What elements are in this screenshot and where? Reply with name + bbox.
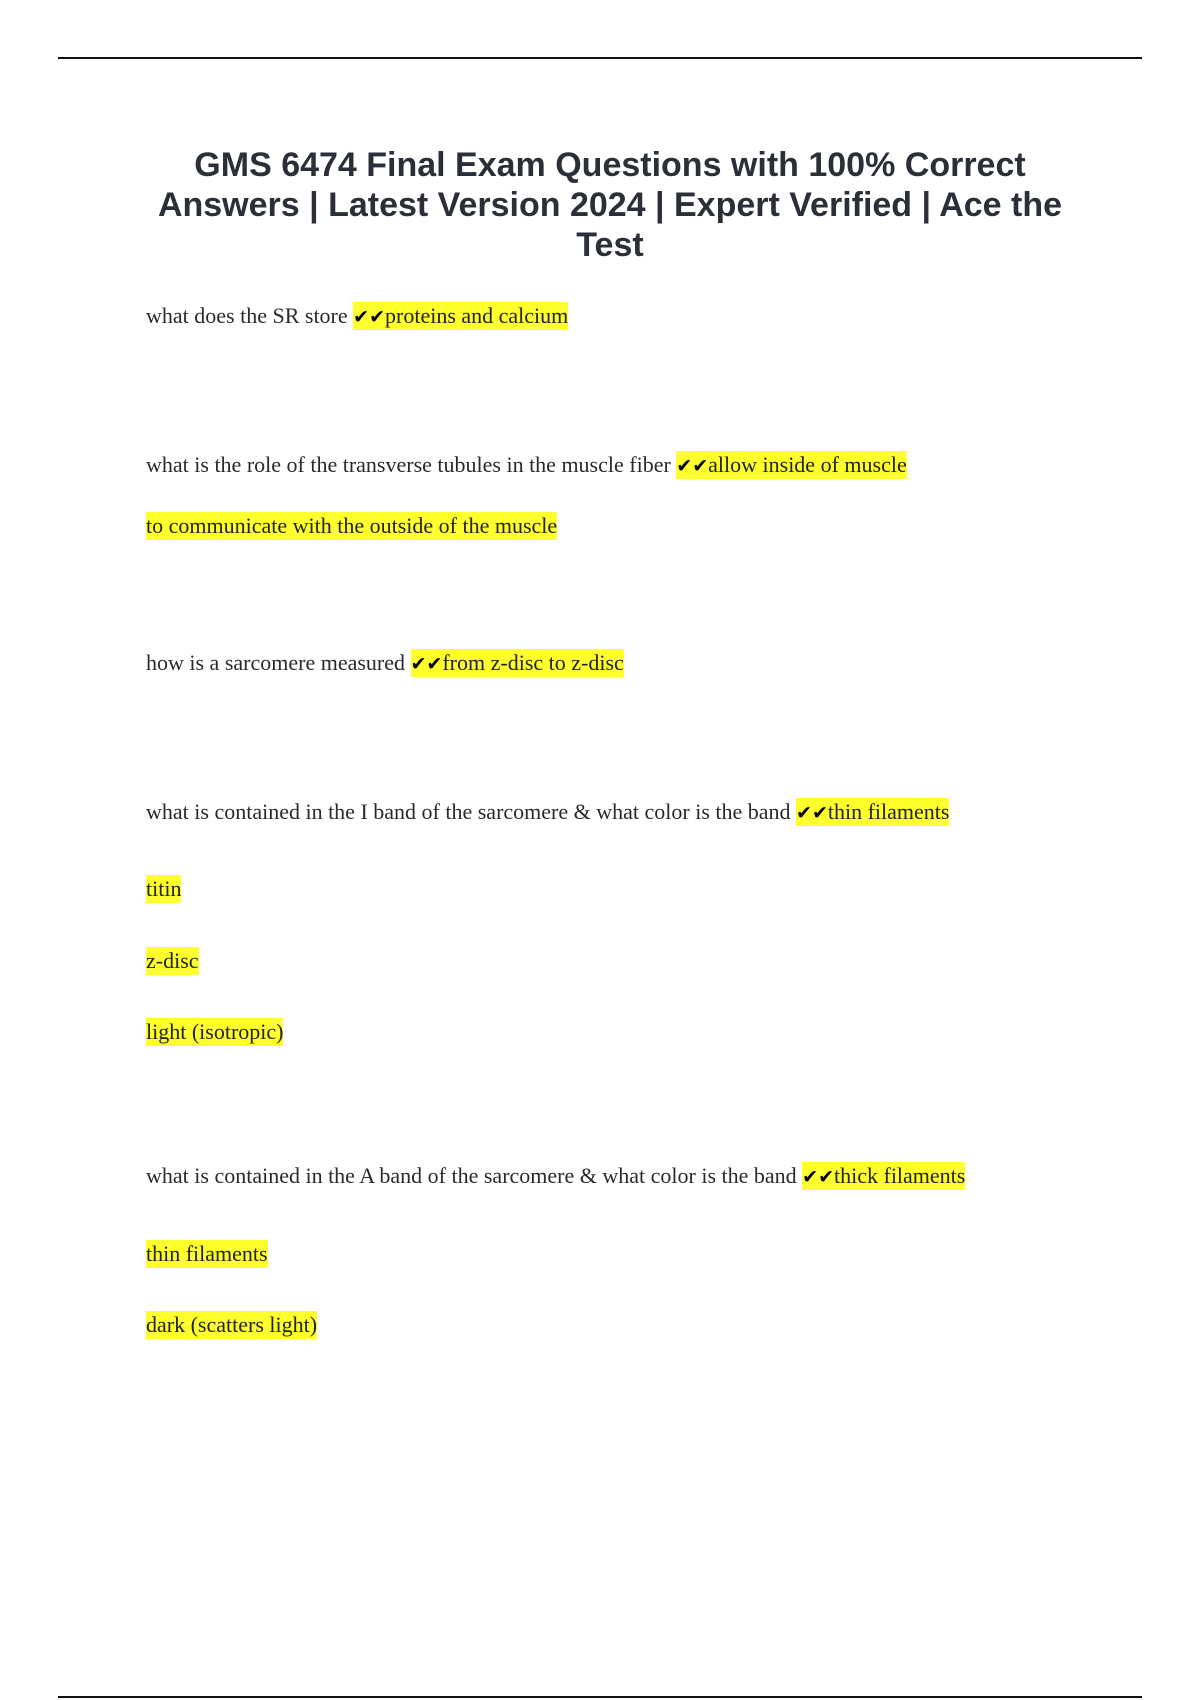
answer-text: thin filaments bbox=[146, 1241, 268, 1266]
answer-text: proteins and calcium bbox=[385, 303, 569, 328]
answer-text: titin bbox=[146, 876, 182, 901]
answer-text: z-disc bbox=[146, 948, 199, 973]
qa-item-4 bbox=[146, 797, 949, 828]
answer-highlight bbox=[796, 798, 949, 826]
answer-highlight bbox=[353, 302, 568, 330]
answer-text: thin filaments bbox=[827, 799, 950, 824]
answer-text: allow inside of muscle bbox=[708, 452, 907, 477]
qa-item-5 bbox=[146, 1161, 965, 1192]
question-text: what is the role of the transverse tubules in the muscle fiber bbox=[146, 452, 671, 477]
double-check-icon: ✔✔ bbox=[796, 802, 828, 824]
answer-continuation bbox=[146, 1017, 283, 1047]
answer-continuation bbox=[146, 946, 199, 976]
question-text: what does the SR store bbox=[146, 303, 348, 328]
answer-continuation bbox=[146, 1310, 317, 1340]
answer-text: dark (scatters light) bbox=[146, 1312, 318, 1337]
bottom-rule bbox=[58, 1696, 1142, 1698]
answer-text: light (isotropic) bbox=[146, 1019, 284, 1044]
answer-highlight bbox=[676, 451, 906, 479]
answer-continuation bbox=[146, 874, 181, 904]
top-rule bbox=[58, 57, 1142, 59]
qa-item-2 bbox=[146, 450, 907, 481]
qa-item-1 bbox=[146, 301, 568, 332]
answer-continuation bbox=[146, 1239, 268, 1269]
qa-item-3 bbox=[146, 648, 624, 679]
answer-text: to communicate with the outside of the muscle bbox=[146, 513, 558, 538]
answer-highlight bbox=[411, 649, 624, 677]
answer-text: from z-disc to z-disc bbox=[442, 650, 624, 675]
document-title: GMS 6474 Final Exam Questions with 100% Correct Answers | Latest Version 2024 | Expert Verified | Ace the Test bbox=[157, 146, 1063, 264]
answer-text: thick filaments bbox=[834, 1163, 966, 1188]
question-text: what is contained in the A band of the sarcomere & what color is the band bbox=[146, 1163, 797, 1188]
answer-highlight bbox=[802, 1162, 965, 1190]
answer-continuation bbox=[146, 511, 557, 541]
double-check-icon: ✔✔ bbox=[802, 1166, 834, 1188]
double-check-icon: ✔✔ bbox=[353, 306, 385, 328]
question-text: what is contained in the I band of the sarcomere & what color is the band bbox=[146, 799, 791, 824]
double-check-icon: ✔✔ bbox=[410, 653, 443, 675]
question-text: how is a sarcomere measured bbox=[146, 650, 406, 675]
double-check-icon: ✔✔ bbox=[676, 455, 709, 477]
